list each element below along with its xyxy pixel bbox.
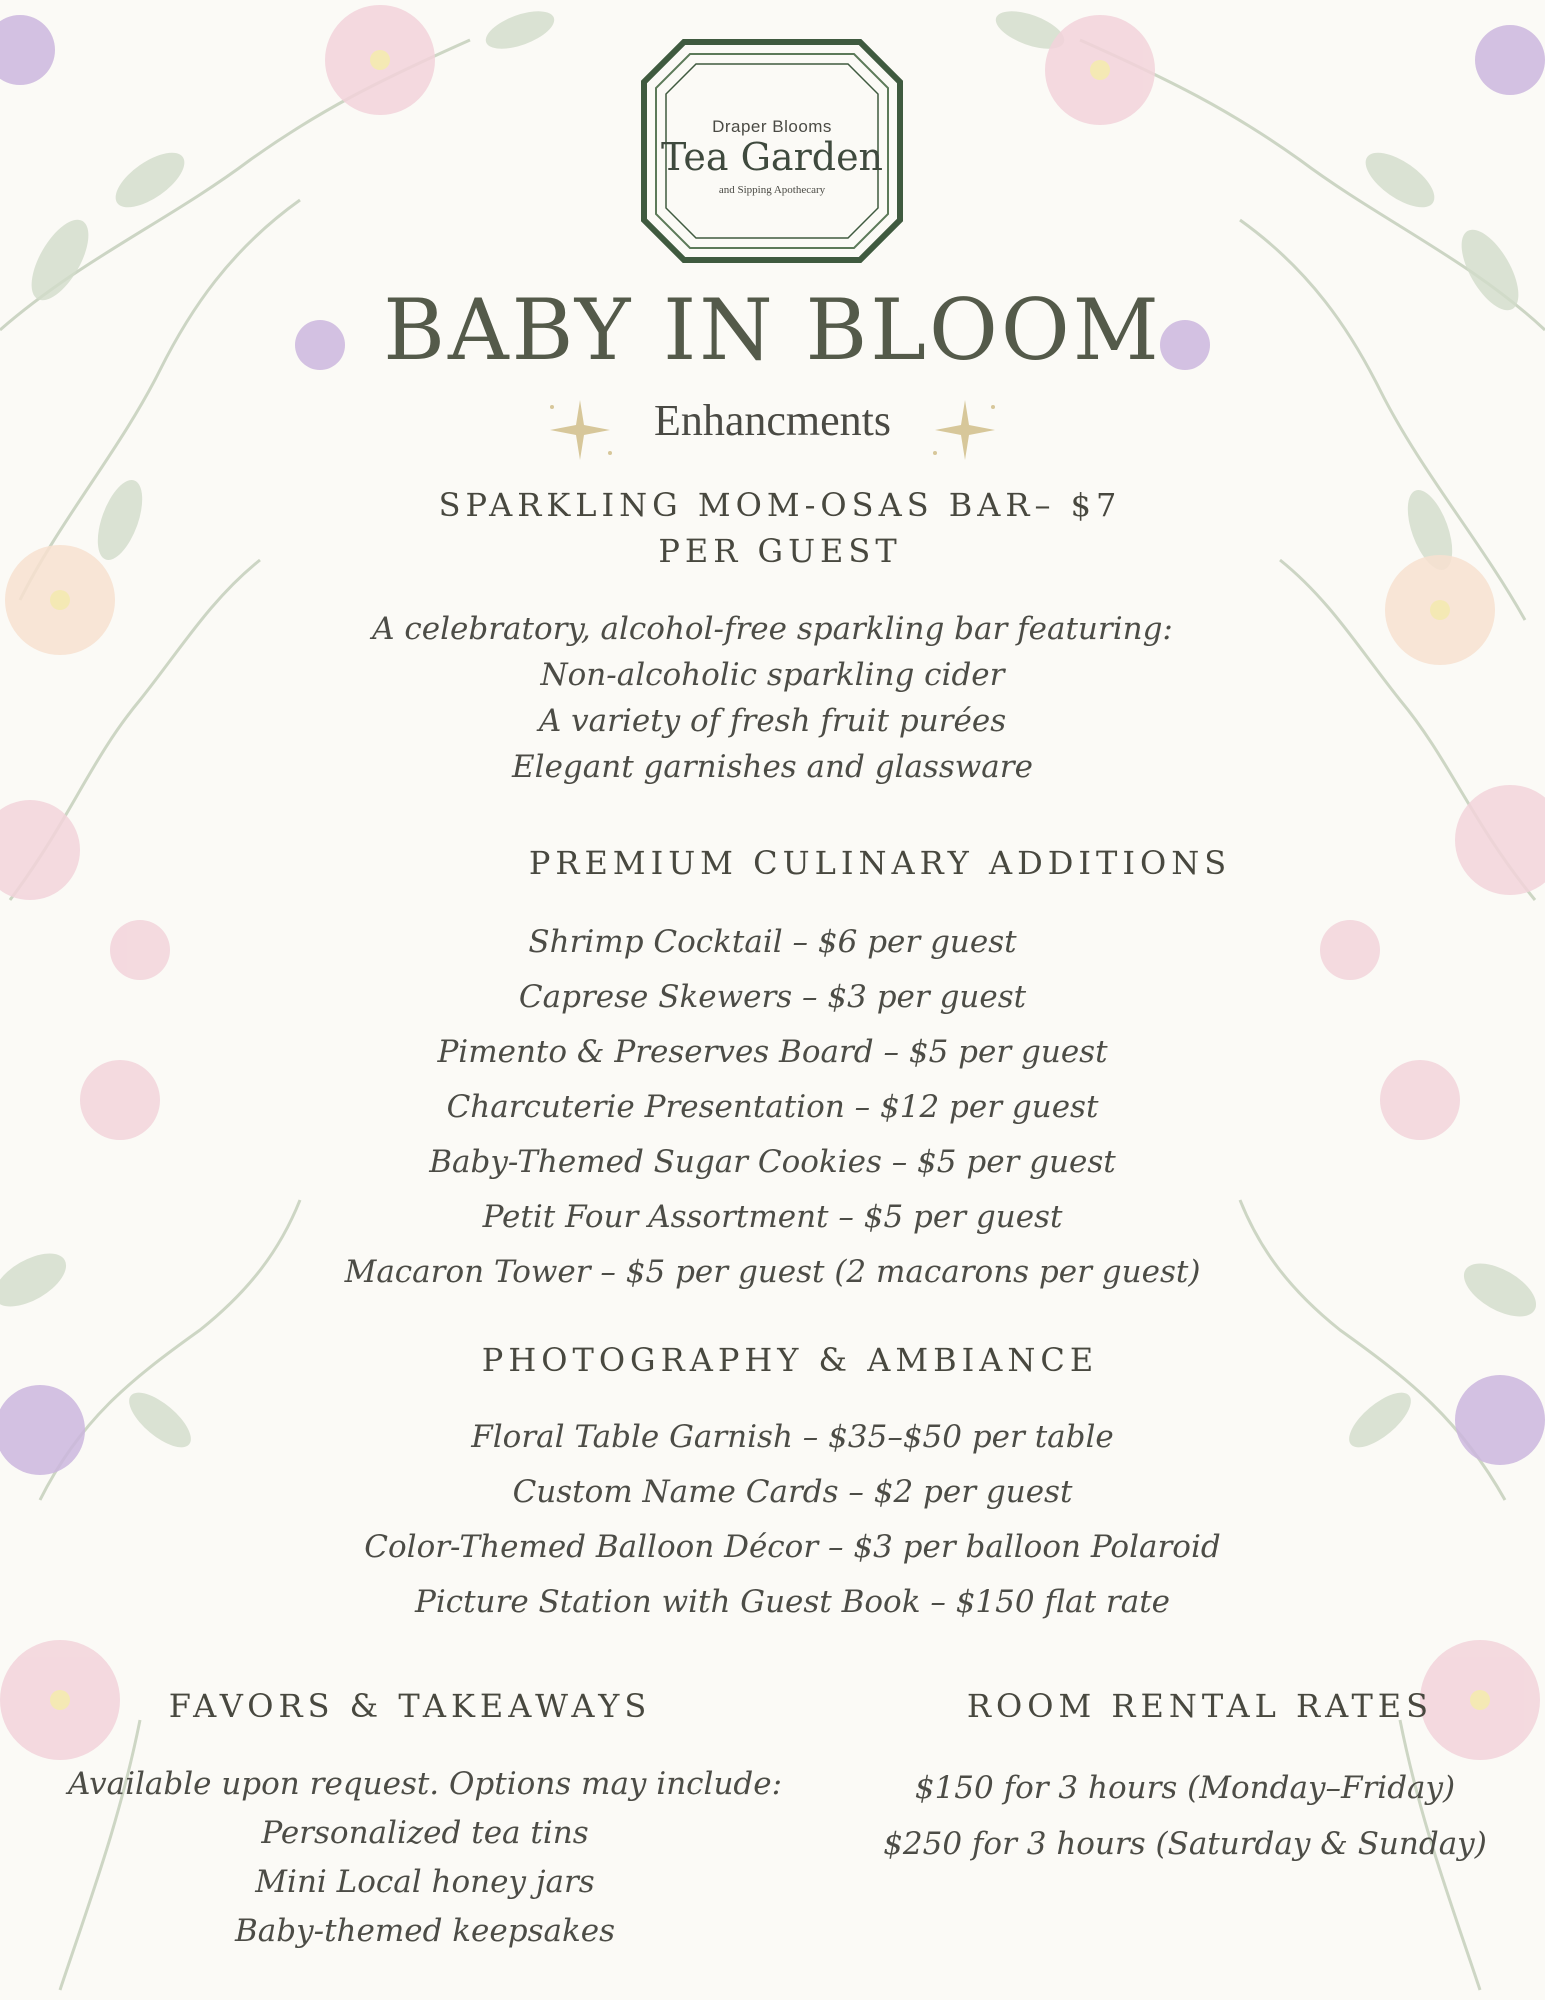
tea-garden-logo (624, 22, 920, 280)
favors-heading: FAVORS & TAKEAWAYS (168, 1687, 652, 1725)
list-item: Personalized tea tins (261, 1815, 589, 1851)
page-title: BABY IN BLOOM (383, 281, 1162, 379)
sparkling-bar-heading (380, 482, 1180, 574)
list-item: Available upon request. Options may include: (67, 1766, 783, 1802)
favors-list (40, 1760, 810, 1956)
list-item: Custom Name Cards – $2 per guest (512, 1474, 1073, 1510)
logo-main-text: Tea Garden (660, 135, 884, 179)
photography-heading: PHOTOGRAPHY & AMBIANCE (481, 1341, 1099, 1379)
list-item: $150 for 3 hours (Monday–Friday) (914, 1770, 1456, 1806)
list-item: A variety of fresh fruit purées (538, 703, 1007, 739)
photography-list (300, 1410, 1285, 1630)
room-rental-heading: ROOM RENTAL RATES (966, 1687, 1434, 1725)
logo-top-text: Draper Blooms (712, 117, 832, 136)
list-item: Petit Four Assortment – $5 per guest (482, 1199, 1063, 1235)
list-item: Shrimp Cocktail – $6 per guest (528, 924, 1017, 960)
list-item: Pimento & Preserves Board – $5 per guest (437, 1034, 1108, 1070)
culinary-list (300, 915, 1245, 1300)
list-item: Elegant garnishes and glassware (512, 749, 1033, 785)
list-item: Baby-themed keepsakes (234, 1913, 616, 1949)
room-rental-list (860, 1760, 1510, 1872)
list-item: Caprese Skewers – $3 per guest (518, 979, 1027, 1015)
list-item: Non-alcoholic sparkling cider (540, 657, 1005, 693)
list-item: Color-Themed Balloon Décor – $3 per balloon Polaroid (364, 1529, 1221, 1565)
sparkling-heading-line2: PER GUEST (658, 532, 902, 570)
list-item: Macaron Tower – $5 per guest (2 macarons per guest) (344, 1254, 1201, 1290)
page-subtitle: Enhancments (653, 396, 892, 445)
logo-sub-text: and Sipping Apothecary (718, 184, 826, 196)
sparkling-bar-list (300, 606, 1245, 790)
list-item: Baby-Themed Sugar Cookies – $5 per guest (429, 1144, 1116, 1180)
culinary-heading: PREMIUM CULINARY ADDITIONS (528, 844, 1232, 882)
list-item: A celebratory, alcohol-free sparkling bar featuring: (372, 611, 1173, 647)
sparkling-heading-line1: SPARKLING MOM-OSAS BAR– $7 (438, 486, 1122, 524)
list-item: Picture Station with Guest Book – $150 flat rate (414, 1584, 1171, 1620)
list-item: Charcuterie Presentation – $12 per guest (446, 1089, 1099, 1125)
list-item: Mini Local honey jars (255, 1864, 595, 1900)
list-item: $250 for 3 hours (Saturday & Sunday) (883, 1826, 1487, 1862)
list-item: Floral Table Garnish – $35–$50 per table (471, 1419, 1114, 1455)
